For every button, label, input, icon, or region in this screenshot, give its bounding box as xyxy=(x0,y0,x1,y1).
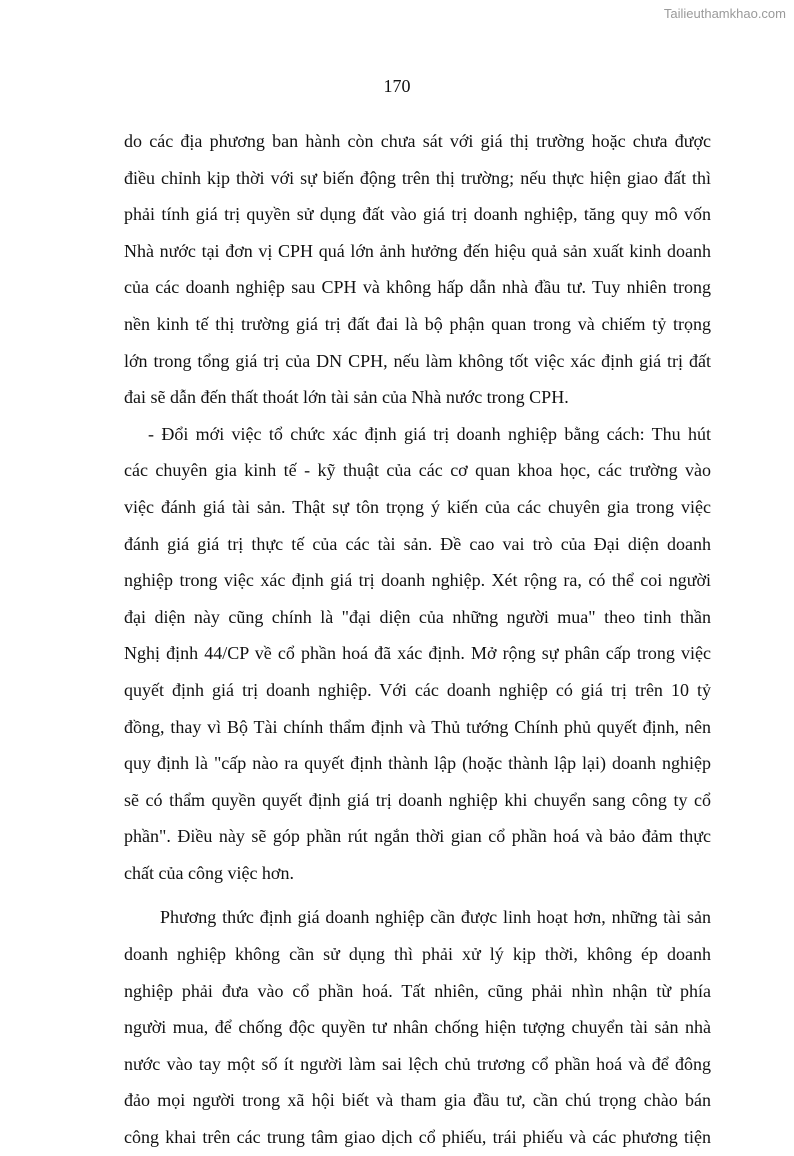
text-line: việc đánh giá tài sản. Thật sự tôn trọng ý kiến của các chuyên gia trong việc xyxy=(124,496,711,517)
text-line: doanh nghiệp không cần sử dụng thì phải xử lý kịp thời, không ép doanh xyxy=(124,944,711,965)
text-line: nước vào tay một số ít người làm sai lệch chủ trương cổ phần hoá và để đông xyxy=(124,1053,711,1074)
text-line: điều chỉnh kịp thời với sự biến động trên thị trường; nếu thực hiện giao đất thì xyxy=(124,167,711,188)
text-line: nền kinh tế thị trường giá trị đất đai là bộ phận quan trong và chiếm tỷ trọng xyxy=(124,313,711,334)
text-line: người mua, để chống độc quyền tư nhân chống hiện tượng chuyển tài sản nhà xyxy=(124,1017,711,1038)
text-line: Nhà nước tại đơn vị CPH quá lớn ảnh hưởng đến hiệu quả sản xuất kinh doanh xyxy=(124,240,711,261)
text-line: sẽ có thẩm quyền quyết định giá trị doanh nghiệp khi chuyển sang công ty cổ xyxy=(124,789,711,810)
text-line: đánh giá giá trị thực tế của các tài sản. Đề cao vai trò của Đại diện doanh xyxy=(124,533,711,554)
watermark-text: Tailieuthamkhao.com xyxy=(663,6,786,21)
document-body xyxy=(124,123,711,1156)
paragraph-valuation-methods xyxy=(124,899,711,1155)
text-line: nghiệp phải đưa vào cổ phần hoá. Tất nhiên, cũng phải nhìn nhận từ phía xyxy=(124,980,711,1001)
text-line: phải tính giá trị quyền sử dụng đất vào giá trị doanh nghiệp, tăng quy mô vốn xyxy=(124,204,711,225)
text-line: đại diện này cũng chính là "đại diện của những người mua" theo tinh thần xyxy=(124,606,711,627)
text-line: chất của công việc hơn. xyxy=(124,862,294,883)
text-line: phần". Điều này sẽ góp phần rút ngắn thời gian cổ phần hoá và bảo đảm thực xyxy=(124,826,711,847)
text-line: các chuyên gia kinh tế - kỹ thuật của các cơ quan khoa học, các trường vào xyxy=(124,460,711,481)
text-line: của các doanh nghiệp sau CPH và không hấp dẫn nhà đầu tư. Tuy nhiên trong xyxy=(124,277,711,298)
text-line: nghiệp trong việc xác định giá trị doanh nghiệp. Xét rộng ra, có thể coi người xyxy=(124,570,711,591)
paragraph-land-valuation xyxy=(124,123,711,416)
text-line: lớn trong tổng giá trị của DN CPH, nếu làm không tốt việc xác định giá trị đất xyxy=(124,350,711,371)
text-line: công khai trên các trung tâm giao dịch cổ phiếu, trái phiếu và các phương tiện xyxy=(124,1127,711,1148)
text-line: đồng, thay vì Bộ Tài chính thẩm định và Thủ tướng Chính phủ quyết định, nên xyxy=(124,716,711,737)
text-line: đảo mọi người trong xã hội biết và tham gia đầu tư, cần chú trọng chào bán xyxy=(124,1090,711,1111)
text-line: Nghị định 44/CP về cổ phần hoá đã xác định. Mở rộng sự phân cấp trong việc xyxy=(124,643,711,664)
text-line: Phương thức định giá doanh nghiệp cần được linh hoạt hơn, những tài sản xyxy=(160,907,711,928)
text-line: đai sẽ dẫn đến thất thoát lớn tài sản của Nhà nước trong CPH. xyxy=(124,387,569,408)
paragraph-valuation-reform xyxy=(124,416,711,892)
page-number: 170 xyxy=(383,76,411,96)
text-line: - Đổi mới việc tổ chức xác định giá trị doanh nghiệp bằng cách: Thu hút xyxy=(148,423,711,444)
text-line: quy định là "cấp nào ra quyết định thành lập (hoặc thành lập lại) doanh nghiệp xyxy=(124,753,711,774)
text-line: do các địa phương ban hành còn chưa sát với giá thị trường hoặc chưa được xyxy=(124,131,711,151)
text-line: quyết định giá trị doanh nghiệp. Với các doanh nghiệp có giá trị trên 10 tỷ xyxy=(124,679,711,700)
paragraph-spacer xyxy=(124,891,711,899)
